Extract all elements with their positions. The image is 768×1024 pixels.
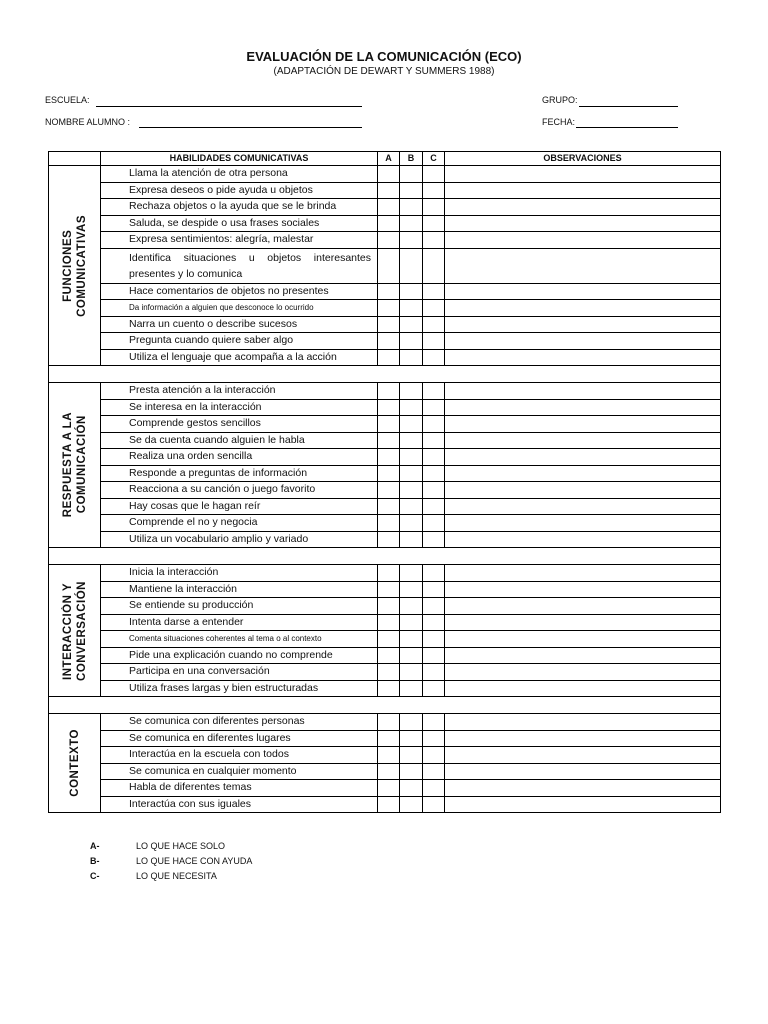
section-spacer-row xyxy=(49,697,721,714)
rating-cell-a[interactable] xyxy=(378,730,400,747)
table-row xyxy=(49,316,721,333)
skill-cell: Pide una explicación cuando no comprende xyxy=(101,647,378,664)
legend-item xyxy=(90,841,225,851)
rating-cell-b[interactable] xyxy=(400,333,423,350)
skill-cell: Expresa sentimientos: alegría, malestar xyxy=(101,232,378,249)
observations-cell[interactable] xyxy=(445,449,721,466)
observations-cell[interactable] xyxy=(445,647,721,664)
table-row xyxy=(49,449,721,466)
rating-cell-a[interactable] xyxy=(378,349,400,366)
rating-cell-a[interactable] xyxy=(378,215,400,232)
rating-cell-a[interactable] xyxy=(378,664,400,681)
skill-cell: Se comunica en cualquier momento xyxy=(101,763,378,780)
observations-cell[interactable] xyxy=(445,796,721,813)
rating-cell-b[interactable] xyxy=(400,199,423,216)
rating-cell-a[interactable] xyxy=(378,680,400,697)
rating-cell-b[interactable] xyxy=(400,248,423,283)
grupo-field[interactable] xyxy=(579,106,678,107)
legend-key: B- xyxy=(90,856,100,866)
observations-cell[interactable] xyxy=(445,432,721,449)
rating-cell-b[interactable] xyxy=(400,232,423,249)
rating-cell-c[interactable] xyxy=(423,349,445,366)
table-row xyxy=(49,763,721,780)
section-label-line: COMUNICATIVAS xyxy=(75,214,88,317)
skill-cell: Se comunica con diferentes personas xyxy=(101,714,378,731)
observations-cell[interactable] xyxy=(445,730,721,747)
skill-cell: Saluda, se despide o usa frases sociales xyxy=(101,215,378,232)
rating-cell-a[interactable] xyxy=(378,631,400,648)
section-label xyxy=(68,729,82,797)
rating-cell-b[interactable] xyxy=(400,730,423,747)
skill-cell: Presta atención a la interacción xyxy=(101,383,378,400)
rating-cell-a[interactable] xyxy=(378,780,400,797)
skill-cell: Reacciona a su canción o juego favorito xyxy=(101,482,378,499)
observations-cell[interactable] xyxy=(445,581,721,598)
rating-cell-c[interactable] xyxy=(423,763,445,780)
skill-cell: Responde a preguntas de información xyxy=(101,465,378,482)
escuela-label: ESCUELA: xyxy=(45,95,90,105)
table-row xyxy=(49,714,721,731)
rating-cell-b[interactable] xyxy=(400,714,423,731)
observations-cell[interactable] xyxy=(445,763,721,780)
observations-cell[interactable] xyxy=(445,465,721,482)
rating-cell-c[interactable] xyxy=(423,730,445,747)
rating-cell-c[interactable] xyxy=(423,383,445,400)
rating-cell-c[interactable] xyxy=(423,631,445,648)
header-skills: HABILIDADES COMUNICATIVAS xyxy=(101,152,378,166)
nombre-alumno-field[interactable] xyxy=(139,127,362,128)
spacer-cell xyxy=(49,366,721,383)
rating-cell-b[interactable] xyxy=(400,747,423,764)
section-spacer-row xyxy=(49,548,721,565)
header-c: C xyxy=(423,152,445,166)
rating-cell-a[interactable] xyxy=(378,498,400,515)
rating-cell-b[interactable] xyxy=(400,780,423,797)
observations-cell[interactable] xyxy=(445,680,721,697)
section-label-cell xyxy=(49,166,101,366)
table-row xyxy=(49,647,721,664)
rating-cell-b[interactable] xyxy=(400,482,423,499)
skill-cell: Hace comentarios de objetos no presentes xyxy=(101,283,378,300)
table-row xyxy=(49,614,721,631)
grupo-label: GRUPO: xyxy=(542,95,578,105)
skill-cell: Inicia la interacción xyxy=(101,565,378,582)
rating-cell-b[interactable] xyxy=(400,449,423,466)
skill-cell: Comprende gestos sencillos xyxy=(101,416,378,433)
rating-cell-c[interactable] xyxy=(423,796,445,813)
nombre-alumno-label: NOMBRE ALUMNO : xyxy=(45,117,131,127)
skill-cell: Utiliza el lenguaje que acompaña a la acción xyxy=(101,349,378,366)
rating-cell-a[interactable] xyxy=(378,449,400,466)
skill-cell: Comprende el no y negocia xyxy=(101,515,378,532)
rating-cell-a[interactable] xyxy=(378,316,400,333)
rating-cell-c[interactable] xyxy=(423,515,445,532)
section-label-line: CONTEXTO xyxy=(68,729,81,797)
table-row xyxy=(49,796,721,813)
observations-cell[interactable] xyxy=(445,515,721,532)
rating-cell-a[interactable] xyxy=(378,598,400,615)
evaluation-table xyxy=(48,151,721,813)
rating-cell-b[interactable] xyxy=(400,581,423,598)
table-row xyxy=(49,465,721,482)
rating-cell-c[interactable] xyxy=(423,614,445,631)
section-label-cell xyxy=(49,565,101,697)
skill-cell: Llama la atención de otra persona xyxy=(101,166,378,183)
rating-cell-b[interactable] xyxy=(400,432,423,449)
rating-cell-c[interactable] xyxy=(423,416,445,433)
table-row xyxy=(49,432,721,449)
table-row xyxy=(49,747,721,764)
observations-cell[interactable] xyxy=(445,215,721,232)
rating-cell-c[interactable] xyxy=(423,300,445,317)
rating-cell-c[interactable] xyxy=(423,316,445,333)
skill-cell: Realiza una orden sencilla xyxy=(101,449,378,466)
skill-cell: Se comunica en diferentes lugares xyxy=(101,730,378,747)
table-body xyxy=(49,166,721,813)
section-label-line: CONVERSACIÓN xyxy=(75,580,88,681)
skill-cell: Utiliza un vocabulario amplio y variado xyxy=(101,531,378,548)
table-row xyxy=(49,680,721,697)
rating-cell-a[interactable] xyxy=(378,796,400,813)
observations-cell[interactable] xyxy=(445,300,721,317)
header-a: A xyxy=(378,152,400,166)
rating-cell-a[interactable] xyxy=(378,182,400,199)
rating-cell-b[interactable] xyxy=(400,215,423,232)
skill-cell: Interactúa con sus iguales xyxy=(101,796,378,813)
spacer-cell xyxy=(49,548,721,565)
rating-cell-c[interactable] xyxy=(423,780,445,797)
observations-cell[interactable] xyxy=(445,416,721,433)
table-row xyxy=(49,581,721,598)
document-subtitle: (ADAPTACIÓN DE DEWART Y SUMMERS 1988) xyxy=(273,66,495,77)
rating-cell-b[interactable] xyxy=(400,680,423,697)
table-row xyxy=(49,598,721,615)
observations-cell[interactable] xyxy=(445,333,721,350)
observations-cell[interactable] xyxy=(445,747,721,764)
observations-cell[interactable] xyxy=(445,199,721,216)
table-row xyxy=(49,780,721,797)
rating-cell-c[interactable] xyxy=(423,182,445,199)
section-label xyxy=(61,581,89,681)
rating-cell-a[interactable] xyxy=(378,432,400,449)
rating-cell-b[interactable] xyxy=(400,383,423,400)
rating-cell-a[interactable] xyxy=(378,531,400,548)
table-row xyxy=(49,631,721,648)
header-blank xyxy=(49,152,101,166)
rating-cell-a[interactable] xyxy=(378,416,400,433)
section-spacer-row xyxy=(49,366,721,383)
skill-cell: Identifica situaciones u objetos interesantes presentes y lo comunica xyxy=(101,248,378,283)
rating-cell-a[interactable] xyxy=(378,383,400,400)
rating-cell-b[interactable] xyxy=(400,565,423,582)
skill-cell: Intenta darse a entender xyxy=(101,614,378,631)
skill-cell: Rechaza objetos o la ayuda que se le brinda xyxy=(101,199,378,216)
table-row xyxy=(49,199,721,216)
rating-cell-b[interactable] xyxy=(400,631,423,648)
rating-cell-c[interactable] xyxy=(423,581,445,598)
rating-cell-a[interactable] xyxy=(378,166,400,183)
table-row xyxy=(49,730,721,747)
rating-cell-a[interactable] xyxy=(378,565,400,582)
table-row xyxy=(49,383,721,400)
skill-cell: Narra un cuento o describe sucesos xyxy=(101,316,378,333)
section-label-line: RESPUESTA A LA xyxy=(61,412,74,518)
rating-cell-b[interactable] xyxy=(400,283,423,300)
rating-cell-b[interactable] xyxy=(400,531,423,548)
observations-cell[interactable] xyxy=(445,248,721,283)
skill-cell: Hay cosas que le hagan reír xyxy=(101,498,378,515)
skill-cell: Da información a alguien que desconoce lo ocurrido xyxy=(101,300,378,317)
legend-key: C- xyxy=(90,871,100,881)
observations-cell[interactable] xyxy=(445,182,721,199)
rating-cell-b[interactable] xyxy=(400,300,423,317)
rating-cell-a[interactable] xyxy=(378,747,400,764)
skill-cell: Utiliza frases largas y bien estructuradas xyxy=(101,680,378,697)
skill-cell: Comenta situaciones coherentes al tema o al contexto xyxy=(101,631,378,648)
rating-cell-b[interactable] xyxy=(400,614,423,631)
table-row xyxy=(49,333,721,350)
observations-cell[interactable] xyxy=(445,565,721,582)
rating-cell-c[interactable] xyxy=(423,498,445,515)
fecha-label: FECHA: xyxy=(542,117,576,127)
rating-cell-c[interactable] xyxy=(423,531,445,548)
skill-cell: Interactúa en la escuela con todos xyxy=(101,747,378,764)
rating-cell-a[interactable] xyxy=(378,199,400,216)
observations-cell[interactable] xyxy=(445,664,721,681)
section-label-cell xyxy=(49,714,101,813)
rating-cell-c[interactable] xyxy=(423,399,445,416)
skill-cell: Se da cuenta cuando alguien le habla xyxy=(101,432,378,449)
section-label-line: FUNCIONES xyxy=(61,229,74,302)
rating-cell-a[interactable] xyxy=(378,515,400,532)
observations-cell[interactable] xyxy=(445,232,721,249)
observations-cell[interactable] xyxy=(445,399,721,416)
observations-cell[interactable] xyxy=(445,166,721,183)
observations-cell[interactable] xyxy=(445,349,721,366)
section-label xyxy=(61,215,89,317)
section-label-cell xyxy=(49,383,101,548)
observations-cell[interactable] xyxy=(445,631,721,648)
legend-text: LO QUE NECESITA xyxy=(136,871,217,881)
rating-cell-b[interactable] xyxy=(400,664,423,681)
spacer-cell xyxy=(49,697,721,714)
rating-cell-b[interactable] xyxy=(400,182,423,199)
legend-text: LO QUE HACE CON AYUDA xyxy=(136,856,253,866)
legend-item xyxy=(90,856,252,866)
rating-cell-a[interactable] xyxy=(378,283,400,300)
observations-cell[interactable] xyxy=(445,714,721,731)
rating-cell-a[interactable] xyxy=(378,714,400,731)
table-row xyxy=(49,248,721,283)
skill-cell: Se interesa en la interacción xyxy=(101,399,378,416)
rating-cell-b[interactable] xyxy=(400,796,423,813)
fecha-field[interactable] xyxy=(576,127,678,128)
table-row xyxy=(49,283,721,300)
table-row xyxy=(49,166,721,183)
observations-cell[interactable] xyxy=(445,283,721,300)
rating-cell-a[interactable] xyxy=(378,232,400,249)
table-row xyxy=(49,416,721,433)
table-row xyxy=(49,531,721,548)
rating-cell-a[interactable] xyxy=(378,763,400,780)
legend-text: LO QUE HACE SOLO xyxy=(136,841,226,851)
table-row xyxy=(49,349,721,366)
observations-cell[interactable] xyxy=(445,614,721,631)
rating-cell-a[interactable] xyxy=(378,399,400,416)
skill-cell: Mantiene la interacción xyxy=(101,581,378,598)
rating-cell-b[interactable] xyxy=(400,349,423,366)
table-row xyxy=(49,498,721,515)
rating-cell-c[interactable] xyxy=(423,215,445,232)
rating-cell-c[interactable] xyxy=(423,664,445,681)
table-row xyxy=(49,482,721,499)
observations-cell[interactable] xyxy=(445,316,721,333)
table-row xyxy=(49,664,721,681)
table-row xyxy=(49,232,721,249)
table-row xyxy=(49,515,721,532)
rating-cell-a[interactable] xyxy=(378,647,400,664)
skill-cell: Participa en una conversación xyxy=(101,664,378,681)
rating-cell-c[interactable] xyxy=(423,449,445,466)
rating-cell-b[interactable] xyxy=(400,399,423,416)
rating-cell-c[interactable] xyxy=(423,714,445,731)
rating-cell-b[interactable] xyxy=(400,166,423,183)
observations-cell[interactable] xyxy=(445,780,721,797)
rating-cell-b[interactable] xyxy=(400,763,423,780)
skill-cell: Pregunta cuando quiere saber algo xyxy=(101,333,378,350)
header-observations: OBSERVACIONES xyxy=(445,152,721,166)
table-row xyxy=(49,182,721,199)
header-b: B xyxy=(400,152,423,166)
document-title: EVALUACIÓN DE LA COMUNICACIÓN (ECO) xyxy=(246,49,522,64)
rating-cell-a[interactable] xyxy=(378,482,400,499)
rating-cell-a[interactable] xyxy=(378,581,400,598)
table-row xyxy=(49,399,721,416)
table-row xyxy=(49,215,721,232)
rating-cell-c[interactable] xyxy=(423,432,445,449)
rating-cell-c[interactable] xyxy=(423,166,445,183)
section-label xyxy=(61,412,89,517)
section-label-line: INTERACCIÓN Y xyxy=(61,581,74,680)
observations-cell[interactable] xyxy=(445,531,721,548)
table-row xyxy=(49,565,721,582)
skill-cell: Se entiende su producción xyxy=(101,598,378,615)
rating-cell-c[interactable] xyxy=(423,680,445,697)
rating-cell-c[interactable] xyxy=(423,747,445,764)
rating-cell-c[interactable] xyxy=(423,482,445,499)
section-label-line: COMUNICACIÓN xyxy=(75,416,88,514)
rating-cell-a[interactable] xyxy=(378,300,400,317)
observations-cell[interactable] xyxy=(445,383,721,400)
legend-key: A- xyxy=(90,841,100,851)
rating-cell-b[interactable] xyxy=(400,316,423,333)
observations-cell[interactable] xyxy=(445,598,721,615)
rating-cell-c[interactable] xyxy=(423,598,445,615)
rating-cell-c[interactable] xyxy=(423,199,445,216)
rating-cell-b[interactable] xyxy=(400,465,423,482)
observations-cell[interactable] xyxy=(445,482,721,499)
rating-cell-b[interactable] xyxy=(400,515,423,532)
rating-cell-b[interactable] xyxy=(400,598,423,615)
rating-cell-c[interactable] xyxy=(423,333,445,350)
skill-cell: Expresa deseos o pide ayuda u objetos xyxy=(101,182,378,199)
table-header-row xyxy=(49,152,721,166)
rating-cell-c[interactable] xyxy=(423,465,445,482)
rating-cell-c[interactable] xyxy=(423,565,445,582)
rating-cell-c[interactable] xyxy=(423,248,445,283)
skill-cell: Habla de diferentes temas xyxy=(101,780,378,797)
rating-cell-c[interactable] xyxy=(423,232,445,249)
observations-cell[interactable] xyxy=(445,498,721,515)
legend-item xyxy=(90,871,217,881)
rating-cell-b[interactable] xyxy=(400,416,423,433)
rating-cell-a[interactable] xyxy=(378,614,400,631)
rating-cell-a[interactable] xyxy=(378,248,400,283)
table-row xyxy=(49,300,721,317)
rating-cell-b[interactable] xyxy=(400,647,423,664)
escuela-field[interactable] xyxy=(96,106,362,107)
rating-cell-a[interactable] xyxy=(378,333,400,350)
rating-cell-b[interactable] xyxy=(400,498,423,515)
rating-cell-c[interactable] xyxy=(423,647,445,664)
rating-cell-c[interactable] xyxy=(423,283,445,300)
rating-cell-a[interactable] xyxy=(378,465,400,482)
